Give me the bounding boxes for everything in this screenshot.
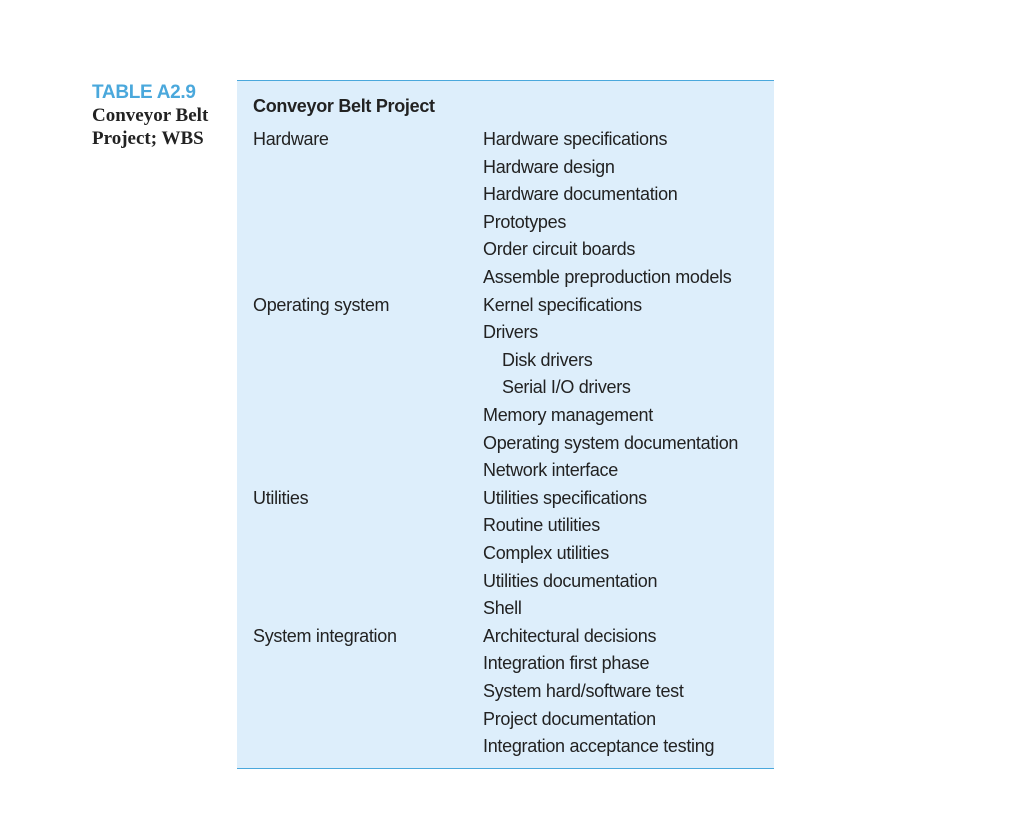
table-row: [237, 126, 774, 154]
table-row: [237, 319, 774, 347]
row-item: Project documentation: [483, 708, 656, 729]
row-item: Architectural decisions: [483, 625, 657, 646]
row-item: Routine utilities: [483, 515, 600, 536]
table-caption: [92, 82, 232, 150]
table-row: [237, 623, 774, 651]
row-item: Prototypes: [483, 211, 567, 232]
row-item: Utilities documentation: [483, 570, 658, 591]
row-item: Memory management: [483, 405, 653, 425]
row-item: Kernel specifications: [483, 294, 642, 315]
row-item: Assemble preproduction models: [483, 267, 732, 287]
table-row: [237, 181, 774, 209]
table-row: [237, 512, 774, 540]
table-row: [237, 540, 774, 568]
table-row: [237, 568, 774, 596]
row-category: System integration: [253, 625, 397, 646]
row-subitem: Serial I/O drivers: [502, 377, 631, 398]
table-row: [237, 154, 774, 182]
row-category: Operating system: [253, 294, 390, 315]
table-row: [237, 236, 774, 264]
table-row: [237, 650, 774, 678]
table-row: [237, 374, 774, 402]
table-row: [237, 347, 774, 375]
row-item: System hard/software test: [483, 681, 684, 701]
row-item: Hardware design: [483, 156, 615, 177]
row-item: Integration acceptance testing: [483, 736, 715, 757]
row-item: Hardware specifications: [483, 129, 668, 149]
table-row: [237, 485, 774, 513]
table-row: [237, 209, 774, 237]
row-item: Drivers: [483, 322, 538, 343]
table-row: [237, 292, 774, 320]
table-row: [237, 430, 774, 458]
row-category: Utilities: [253, 487, 309, 508]
row-item: Network interface: [483, 460, 618, 481]
row-category: Hardware: [253, 129, 329, 149]
row-item: Order circuit boards: [483, 239, 636, 260]
row-item: Utilities specifications: [483, 487, 647, 508]
table-heading: Conveyor Belt Project: [253, 96, 435, 116]
row-item: Hardware documentation: [483, 184, 678, 205]
table-row: [237, 402, 774, 430]
table-row: [237, 264, 774, 292]
table-row: [237, 678, 774, 706]
table-row: [237, 733, 774, 761]
table-title-line-2: Project; WBS: [92, 128, 204, 149]
table-row: [237, 706, 774, 734]
table-title-line-1: Conveyor Belt: [92, 105, 209, 126]
row-item: Integration first phase: [483, 653, 650, 674]
wbs-table: [237, 80, 774, 769]
table-row: [237, 457, 774, 485]
row-item: Shell: [483, 598, 522, 619]
row-item: Operating system documentation: [483, 432, 739, 453]
table-number: TABLE A2.9: [92, 82, 196, 103]
row-item: Complex utilities: [483, 543, 609, 563]
row-subitem: Disk drivers: [502, 349, 593, 370]
table-row: [237, 595, 774, 623]
